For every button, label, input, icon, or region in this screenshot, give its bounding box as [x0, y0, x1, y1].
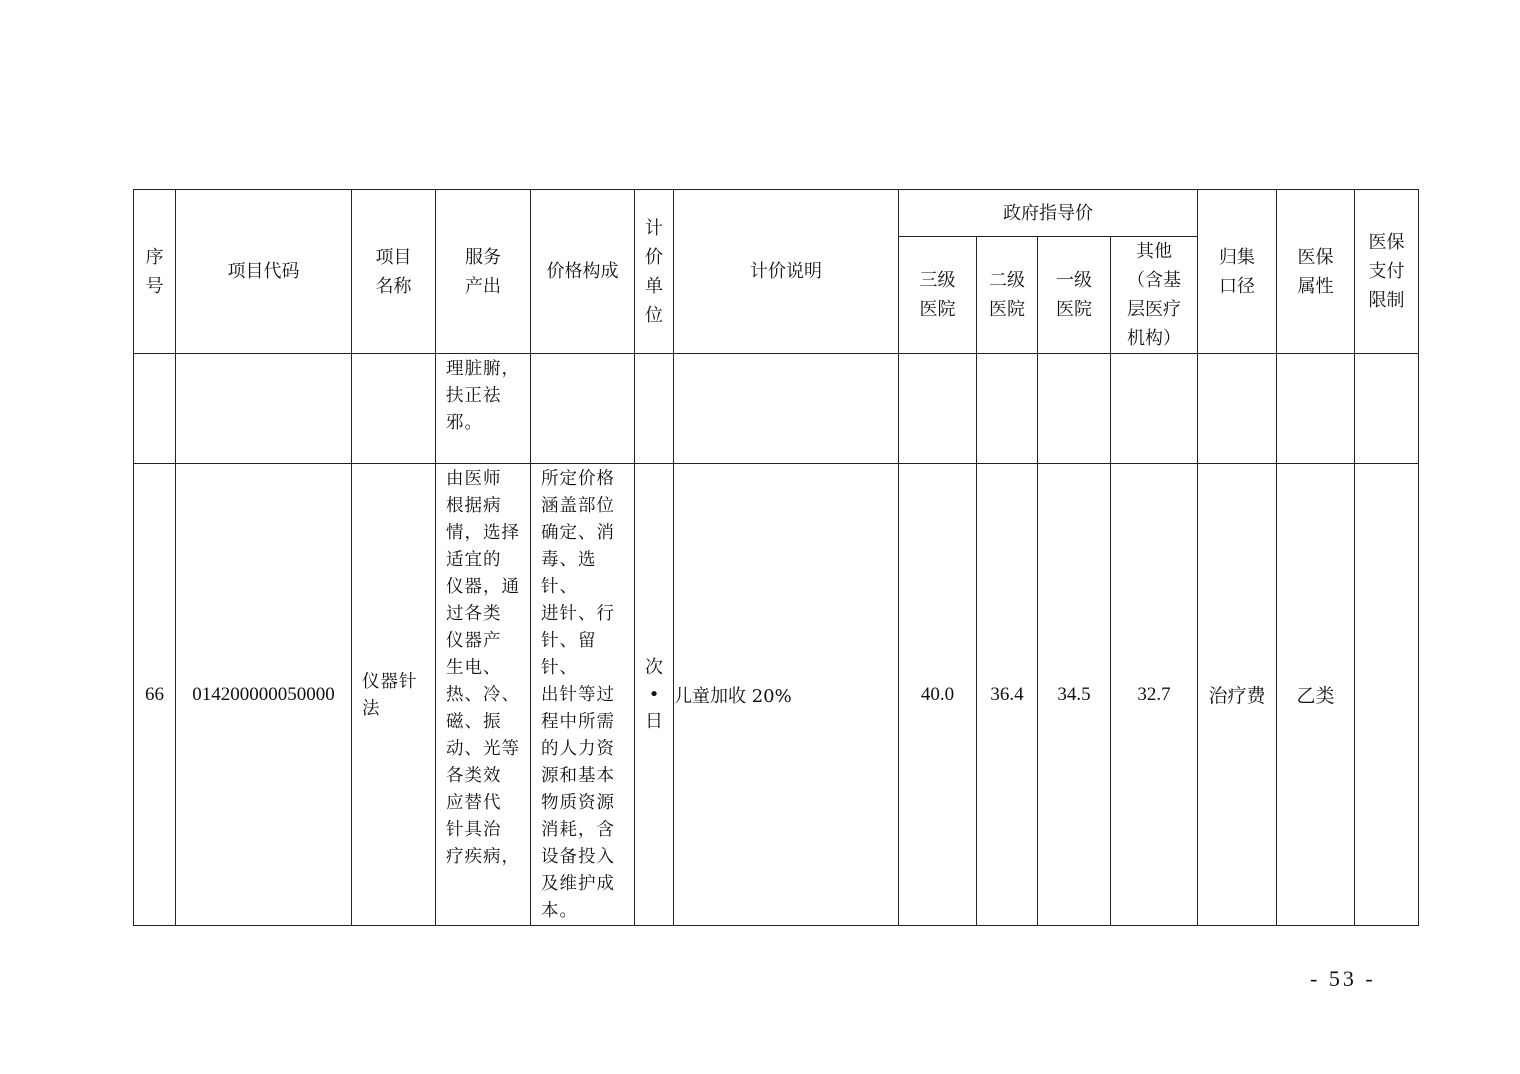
cell-pricing-note: 儿童加收 20% [674, 464, 899, 926]
table-row [134, 464, 1419, 926]
cell-insurance-limit [1355, 464, 1419, 926]
cell-output-cont: 理脏腑， 扶正祛 邪。 [436, 354, 531, 464]
header-output: 服务产出 [436, 190, 531, 354]
header-price-composition: 价格构成 [531, 190, 635, 354]
header-level1: 一级医院 [1038, 237, 1111, 354]
cell-unit-cont [635, 354, 674, 464]
cell-code-cont [176, 354, 352, 464]
header-category: 归集口径 [1198, 190, 1277, 354]
cell-note-cont [674, 354, 899, 464]
header-unit: 计价单位 [635, 190, 674, 354]
header-seq: 序号 [134, 190, 176, 354]
header-level2: 二级医院 [977, 237, 1038, 354]
cell-level1-cont [1038, 354, 1111, 464]
cell-category: 治疗费 [1198, 464, 1277, 926]
page-number: - 53 - [1310, 966, 1376, 991]
cell-attr-cont [1277, 354, 1355, 464]
cell-other-price: 32.7 [1111, 464, 1198, 926]
cell-seq-cont [134, 354, 176, 464]
cell-insurance-attr: 乙类 [1277, 464, 1355, 926]
header-other: 其他（含基层医疗机构） [1111, 237, 1198, 354]
cell-other-cont [1111, 354, 1198, 464]
cell-level2-cont [977, 354, 1038, 464]
cell-price-composition: 所定价格 涵盖部位 确定、消 毒、选针、 进针、行 针、留针、 出针等过 程中所需 的人力资 源和基本 物质资源 消耗，含 设备投入 及维护成 本。 [531, 464, 635, 926]
header-name: 项目名称 [352, 190, 436, 354]
header-level3: 三级医院 [899, 237, 977, 354]
cell-seq: 66 [134, 464, 176, 926]
header-insurance-limit: 医保支付限制 [1355, 190, 1419, 354]
cell-limit-cont [1355, 354, 1419, 464]
cell-code: 014200000050000 [176, 464, 352, 926]
cell-level1-price: 34.5 [1038, 464, 1111, 926]
cell-level3-cont [899, 354, 977, 464]
cell-name: 仪器针 法 [352, 464, 436, 926]
cell-level3-price: 40.0 [899, 464, 977, 926]
fee-table [133, 189, 1419, 926]
cell-unit: 次 • 日 [635, 464, 674, 926]
cell-name-cont [352, 354, 436, 464]
cell-output: 由医师 根据病 情，选择 适宜的 仪器，通 过各类 仪器产 生电、 热、冷、 磁、振 动、光等 各类效 应替代 针具治 疗疾病， [436, 464, 531, 926]
cell-category-cont [1198, 354, 1277, 464]
table-row-continuation [134, 354, 1419, 464]
header-insurance-attr: 医保属性 [1277, 190, 1355, 354]
header-gov-price: 政府指导价 [899, 190, 1198, 237]
header-pricing-note: 计价说明 [674, 190, 899, 354]
cell-level2-price: 36.4 [977, 464, 1038, 926]
cell-price-comp-cont [531, 354, 635, 464]
header-code: 项目代码 [176, 190, 352, 354]
